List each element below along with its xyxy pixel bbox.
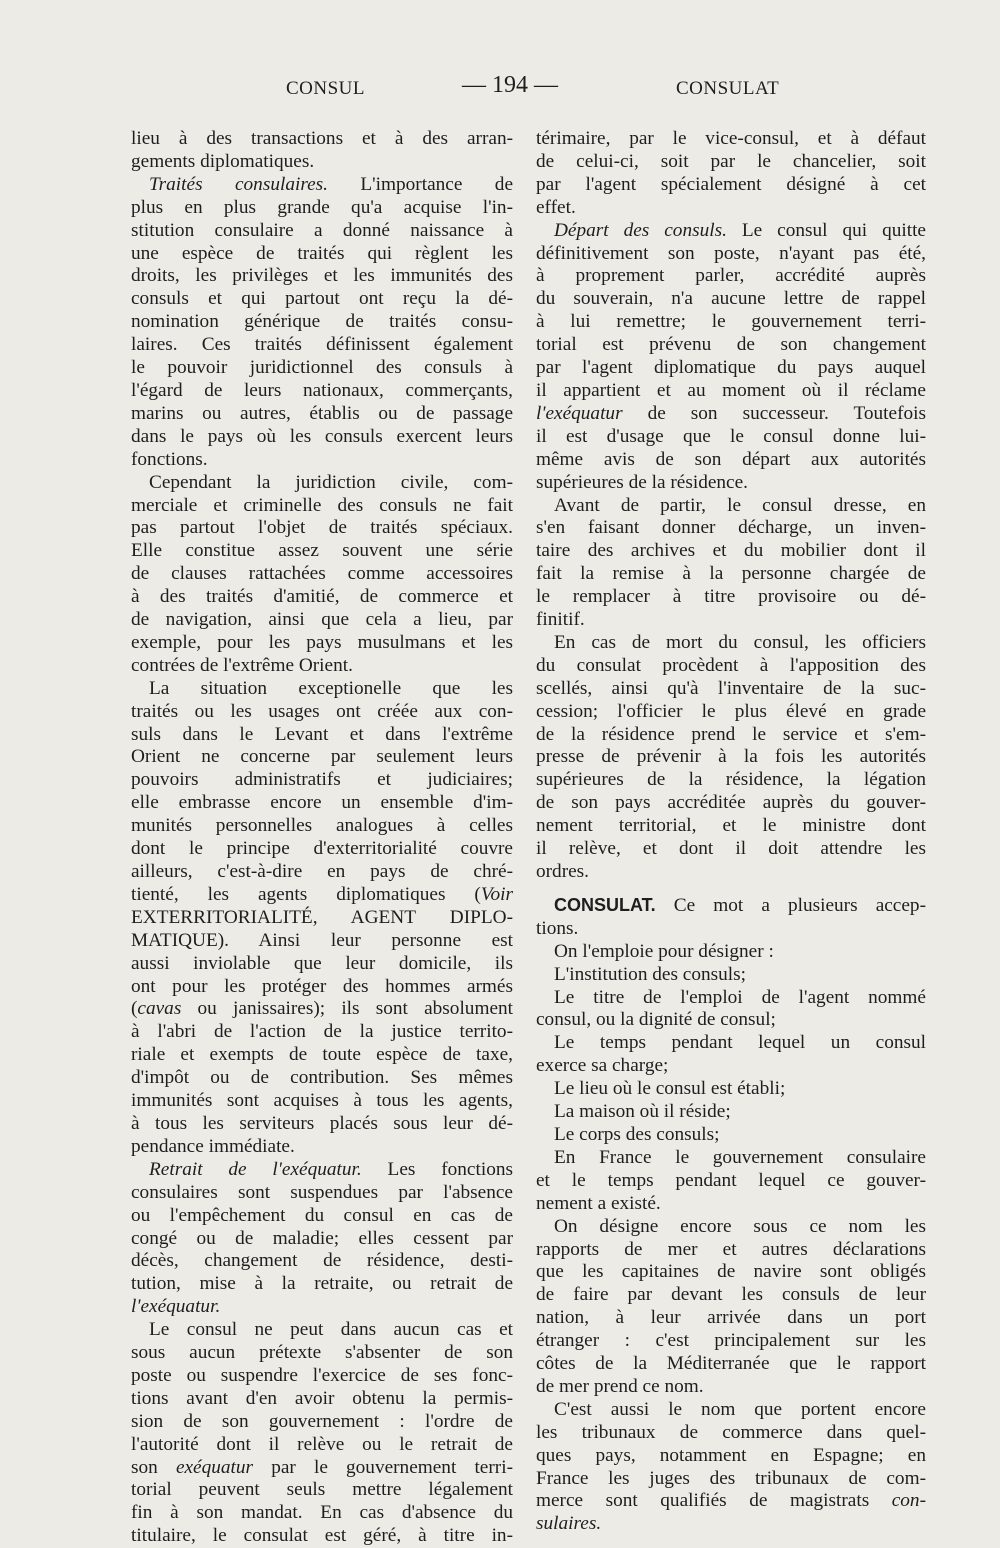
text-line: suls dans le Levant et dans l'extrême (131, 723, 513, 745)
text-line: les tribunaux de commerce dans quel- (536, 1421, 926, 1443)
list-item: exerce sa charge; (536, 1055, 669, 1077)
text-span: merce sont qualifiés de magistrats (536, 1490, 892, 1512)
text-line: ques pays, notamment en Espagne; en (536, 1444, 926, 1466)
entry-consulat (536, 894, 926, 1536)
text-line: EXTERRITORIALITÉ, AGENT DIPLO- (131, 906, 513, 928)
text-line: supérieures de la résidence, la légation (536, 769, 926, 791)
paragraph-retrait-exequatur (131, 1159, 513, 1319)
text-line: fin à son mandat. En cas d'absence du (131, 1502, 513, 1524)
text-line: Orient ne concerne par seulement leurs (131, 746, 513, 768)
text-line: l'autorité dont il relève ou le retrait de (131, 1433, 513, 1455)
text-line: et le temps pendant lequel ce gouver- (536, 1169, 926, 1191)
text-line: à proprement parler, accrédité auprès (536, 265, 926, 287)
text-line: à l'abri de l'action de la justice territo- (131, 1021, 513, 1043)
list-item: L'institution des consuls; (554, 963, 747, 985)
text-line: Avant de partir, le consul dresse, en (554, 494, 926, 516)
text-line (131, 1296, 513, 1319)
text-line: tions. (536, 917, 579, 939)
section-heading: Départ des consuls. (554, 219, 727, 241)
text-line: supérieures de la résidence. (536, 471, 748, 493)
text-line: Cependant la juridiction civile, com- (149, 471, 513, 493)
italic-term: sulaires. (536, 1513, 602, 1535)
text-span: tienté, les agents diplomatiques ( (131, 883, 481, 905)
text-line: traités ou les usages ont créée aux con- (131, 700, 513, 722)
section-heading: Retrait de l'exéquatur. (149, 1158, 362, 1180)
text-line (536, 403, 926, 426)
text-line: sous aucun prétexte s'absenter de son (131, 1342, 513, 1364)
text-line: il relève, et dont il doit attendre les (536, 838, 926, 860)
text-line: définitivement son poste, n'ayant pas été, (536, 242, 926, 264)
text-line: riale et exempts de toute espèce de taxe, (131, 1044, 513, 1066)
italic-term: l'exéquatur (536, 402, 623, 424)
text-span: son (131, 1456, 176, 1478)
text-line: pouvoirs administratifs et judiciaires; (131, 769, 513, 791)
text-line: fait la remise à la personne chargée de (536, 563, 926, 585)
text-line: par l'agent spécialement désigné à cet (536, 173, 926, 195)
text-line (131, 1457, 513, 1480)
text-line: C'est aussi le nom que portent encore (554, 1398, 926, 1420)
text-line: merciale et criminelle des consuls ne fait (131, 494, 513, 516)
list-item: Le temps pendant lequel un consul (554, 1032, 926, 1054)
text-line: dont le principe d'exterritorialité couvre (131, 838, 513, 860)
paragraph-situation (131, 678, 513, 1159)
text-line: l'égard de leurs nationaux, commerçants, (131, 379, 513, 401)
text-line: ailleurs, c'est-à-dire en pays de chré- (131, 861, 513, 882)
text-line: pendance immédiate. (131, 1135, 295, 1157)
text-span: ou janissaires); ils sont absolument (181, 998, 513, 1020)
text-line: à lui remettre; le gouvernement terri- (536, 311, 926, 333)
text-line: Le consul ne peut dans aucun cas et (149, 1319, 513, 1341)
paragraph-traites-consulaires (131, 174, 513, 472)
text-line: par l'agent diplomatique du pays auquel (536, 357, 926, 379)
text-line: munités personnelles analogues à celles (131, 815, 513, 837)
italic-term: cavas (137, 998, 182, 1020)
text-line (131, 1159, 513, 1182)
text-line: fonctions. (131, 448, 208, 470)
text-line: En cas de mort du consul, les officiers (554, 631, 926, 653)
text-line: de la résidence prend le service et s'em- (536, 723, 926, 745)
text-line: le pouvoir juridictionnel des consuls à (131, 357, 513, 379)
text-line: France les juges des tribunaux de com- (536, 1467, 926, 1489)
text-line: elle embrasse encore un ensemble d'im- (131, 792, 513, 814)
text-line: à tous les serviteurs placés sous leur dé- (131, 1112, 513, 1134)
text-line: consuls et qui partout ont reçu la dé- (131, 288, 513, 310)
text-line: stitution consulaire a donné naissance à (131, 219, 513, 241)
text-line: La situation exceptionelle que les (149, 677, 513, 699)
text-line: ordres. (536, 861, 590, 882)
list-item: Le titre de l'emploi de l'agent nommé (554, 986, 926, 1008)
section-heading: Traités consulaires. (149, 173, 328, 195)
text-line: même avis de son départ aux autorités (536, 448, 926, 470)
text-line: scellés, ainsi qu'à l'inventaire de la suc- (536, 677, 926, 699)
list-item: consul, ou la dignité de consul; (536, 1009, 776, 1031)
italic-term: exéquatur (175, 1456, 254, 1478)
text-line: de faire par devant les consuls de leur (536, 1284, 926, 1306)
text-line: MATIQUE). Ainsi leur personne est (131, 929, 513, 951)
text-line: titulaire, le consulat est géré, à titre in- (131, 1525, 513, 1547)
text-line: nement territorial, et le ministre dont (536, 815, 926, 837)
text-line: exemple, pour les pays musulmans et les (131, 631, 513, 653)
text-line: effet. (536, 196, 576, 218)
text-line: droits, les privilèges et les immunités des (131, 265, 513, 287)
text-line (536, 220, 926, 243)
text-line (131, 174, 513, 197)
text-line: rapports de mer et autres déclarations (536, 1238, 926, 1260)
text-line: de navigation, ainsi que cela a lieu, par (131, 609, 513, 631)
text-line: ont pour les protéger des hommes armés (131, 975, 513, 997)
text-line: du consulat procèdent à l'apposition des (536, 654, 926, 676)
text-line: il est d'usage que le consul donne lui- (536, 425, 926, 447)
text-line: de clauses rattachées comme accessoires (131, 563, 513, 585)
text-line (131, 998, 513, 1021)
text-line: côtes de la Méditerranée que le rapport (536, 1353, 926, 1375)
entry-headword: CONSULAT. (554, 894, 656, 915)
text-line: nement a existé. (536, 1192, 661, 1214)
text-span: par le gouvernement terri- (253, 1456, 513, 1478)
paragraph-juridiction (131, 472, 513, 678)
text-line: laires. Ces traités définissent également (131, 334, 513, 356)
text-line: gements diplomatiques. (131, 150, 315, 172)
page-number: — 194 — (462, 72, 558, 98)
text-line: lieu à des transactions et à des arran- (131, 128, 513, 149)
text-span: Le consul qui quitte (726, 219, 926, 241)
right-column (536, 128, 926, 1536)
text-line: cession; l'officier le plus élevé en grade (536, 700, 926, 722)
italic-term: con- (891, 1490, 926, 1512)
text-line: térimaire, par le vice-consul, et à défaut (536, 128, 926, 149)
text-line: plus en plus grande qu'a acquise l'in- (131, 196, 513, 218)
text-line: presse de prévenir à la fois les autorités (536, 746, 926, 768)
text-span: de son successeur. Toutefois (622, 402, 926, 424)
text-line: On désigne encore sous ce nom les (554, 1215, 926, 1237)
list-item: La maison où il réside; (554, 1101, 731, 1123)
list-item: Le lieu où le consul est établi; (554, 1078, 786, 1100)
text-line: il appartient et au moment où il réclame (536, 379, 926, 401)
text-line: s'en faisant donner décharge, un inven- (536, 517, 926, 539)
left-column (131, 128, 513, 1548)
text-span: Les fonctions (361, 1158, 513, 1180)
text-line: de celui-ci, soit par le chancelier, soit (536, 150, 926, 172)
text-line: On l'emploie pour désigner : (554, 940, 774, 962)
text-line (536, 1490, 926, 1513)
text-line (536, 894, 926, 918)
text-span: Ce mot a plusieurs accep- (655, 894, 926, 916)
text-span: L'importance de (328, 173, 513, 195)
paragraph-transactions (131, 128, 513, 174)
text-line: aussi inviolable que leur domicile, ils (131, 952, 513, 974)
running-head-left: CONSUL (286, 78, 366, 99)
text-line: immunités sont acquises à tous les agents, (131, 1090, 513, 1112)
text-line: pas partout l'objet de traités spéciaux. (131, 517, 513, 539)
text-line: tution, mise à la retraite, ou retrait de (131, 1273, 513, 1295)
text-line: décès, changement de résidence, desti- (131, 1250, 513, 1272)
text-line: sion de son gouvernement : l'ordre de (131, 1410, 513, 1432)
text-line: que les capitaines de navire sont obligés (536, 1261, 926, 1283)
italic-term: l'exéquatur. (131, 1296, 221, 1318)
text-span: ( (131, 998, 138, 1020)
text-line: nation, à leur arrivée dans un port (536, 1307, 926, 1329)
text-line: nomination générique de traités consu- (131, 311, 513, 333)
text-line: congé ou de maladie; elles cessent par (131, 1227, 513, 1249)
text-line: une espèce de traités qui règlent les (131, 242, 513, 264)
paragraph-absence (131, 1319, 513, 1548)
text-line: à des traités d'amitié, de commerce et (131, 586, 513, 608)
text-line (536, 1513, 926, 1536)
text-line: taire des archives et du mobilier dont il (536, 540, 926, 562)
paragraph-interim (536, 128, 926, 220)
cross-reference: Voir (480, 883, 513, 905)
text-line: contrées de l'extrême Orient. (131, 654, 353, 676)
text-line: torial peuvent seuls mettre légalement (131, 1479, 513, 1501)
paragraph-depart-consuls (536, 220, 926, 495)
list-item: Le corps des consuls; (554, 1123, 720, 1145)
running-head-right: CONSULAT (676, 78, 780, 99)
text-line: poste ou suspendre l'exercice de ses fonc- (131, 1364, 513, 1386)
text-line: le remplacer à titre provisoire ou dé- (536, 586, 926, 608)
text-line (131, 884, 513, 907)
text-line: étranger : c'est principalement sur les (536, 1330, 926, 1352)
text-line: dans le pays où les consuls exercent leurs (131, 425, 513, 447)
paragraph-mort-consul (536, 632, 926, 884)
text-line: En France le gouvernement consulaire (554, 1146, 926, 1168)
paragraph-avant-partir (536, 495, 926, 632)
text-line: Elle constitue assez souvent une série (131, 540, 513, 562)
text-line: torial est prévenu de son changement (536, 334, 926, 356)
text-line: consulaires sont suspendues par l'absence (131, 1181, 513, 1203)
text-line: de mer prend ce nom. (536, 1375, 704, 1397)
text-line: tions avant d'en avoir obtenu la permis- (131, 1387, 513, 1409)
text-line: du souverain, n'a aucune lettre de rappel (536, 288, 926, 310)
text-line: ou l'empêchement du consul en cas de (131, 1204, 513, 1226)
text-line: finitif. (536, 609, 585, 631)
running-head (0, 72, 1000, 104)
text-line: d'impôt ou de contribution. Ses mêmes (131, 1067, 513, 1089)
text-line: marins ou autres, établis ou de passage (131, 402, 513, 424)
text-line: de son pays accréditée auprès du gouver- (536, 792, 926, 814)
